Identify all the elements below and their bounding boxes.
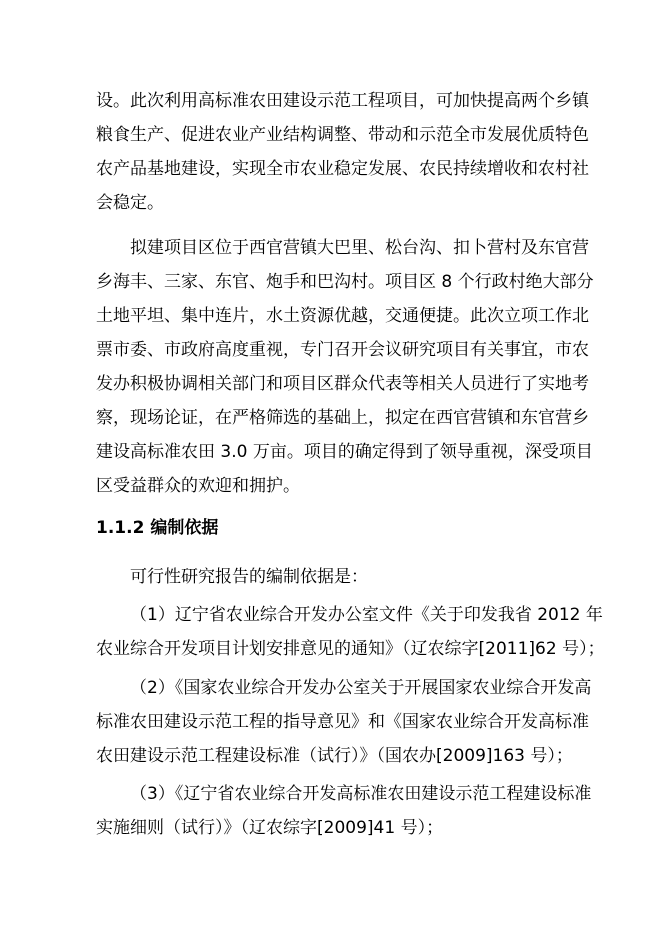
paragraph-line: 会稳定。 — [96, 193, 164, 213]
paragraph-line: 粮食生产、促进农业产业结构调整、带动和示范全市发展优质特色 — [96, 125, 589, 145]
paragraph-line: 区受益群众的欢迎和拥护。 — [96, 476, 300, 496]
paragraph-line: 土地平坦、集中连片，水土资源优越，交通便捷。此次立项工作北 — [96, 306, 589, 326]
list-item-line: （2）《国家农业综合开发办公室关于开展国家农业综合开发高 — [130, 678, 592, 698]
paragraph-line: 发办积极协调相关部门和项目区群众代表等相关人员进行了实地考 — [96, 374, 589, 394]
paragraph-line: 察，现场论证，在严格筛选的基础上，拟定在西官营镇和东官营乡 — [96, 408, 589, 428]
list-item-line: 实施细则（试行）》（辽农综字[2009]41 号）； — [96, 818, 444, 838]
paragraph-line: 建设高标准农田 3.0 万亩。项目的确定得到了领导重视，深受项目 — [96, 442, 593, 462]
paragraph-line: 设。此次利用高标准农田建设示范工程项目，可加快提高两个乡镇 — [96, 91, 589, 111]
paragraph-line: 乡海丰、三家、东官、炮手和巴沟村。项目区 8 个行政村绝大部分 — [96, 272, 594, 292]
paragraph-line: 拟建项目区位于西官营镇大巴里、松台沟、扣卜营村及东官营 — [130, 238, 589, 258]
list-item-line: （1）辽宁省农业综合开发办公室文件《关于印发我省 2012 年 — [130, 605, 603, 625]
list-item-line: 标准农田建设示范工程的指导意见》和《国家农业综合开发高标准 — [96, 712, 589, 732]
paragraph-line: 农产品基地建设，实现全市农业稳定发展、农民持续增收和农村社 — [96, 159, 589, 179]
paragraph-line: 票市委、市政府高度重视，专门召开会议研究项目有关事宜，市农 — [96, 340, 589, 360]
list-item-line: （3）《辽宁省农业综合开发高标准农田建设示范工程建设标准 — [130, 784, 592, 804]
section-heading: 1.1.2 编制依据 — [96, 518, 219, 538]
paragraph-line: 可行性研究报告的编制依据是： — [130, 567, 368, 587]
list-item-line: 农田建设示范工程建设标准（试行）》（国农办[2009]163 号）； — [96, 746, 573, 766]
list-item-line: 农业综合开发项目计划安排意见的通知》（辽农综字[2011]62 号）； — [96, 639, 605, 659]
